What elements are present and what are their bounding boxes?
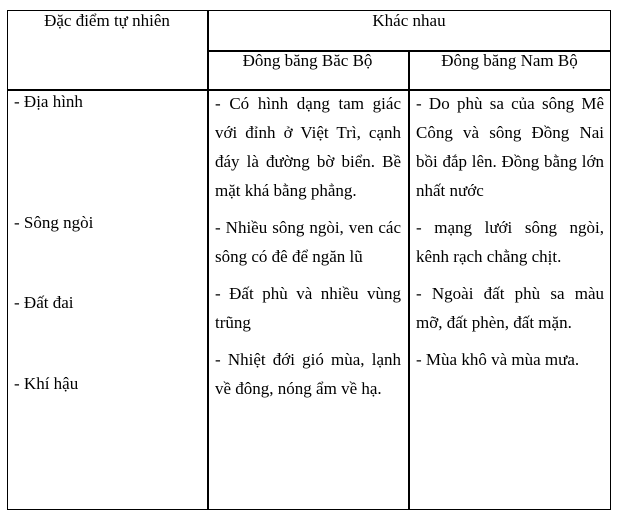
bac-bo-dia-hinh: - Có hình dạng tam giác với đỉnh ở Việt Trì, cạnh đáy là đường bờ biển. Bề mặt khá bằng phẳng. xyxy=(215,94,401,200)
feature-khi-hau: - Khí hậu xyxy=(14,374,79,393)
header-bac-bo: Đông băng Băc Bộ xyxy=(242,51,373,70)
divider-col1 xyxy=(207,10,209,510)
bac-bo-song-ngoi: - Nhiều sông ngòi, ven các sông có đê để ngăn lũ xyxy=(215,218,401,266)
nam-bo-khi-hau: - Mùa khô và mùa mưa. xyxy=(416,350,580,369)
divider-col2 xyxy=(408,50,410,510)
header-group: Khác nhau xyxy=(372,11,446,30)
bac-bo-khi-hau: - Nhiệt đới gió mùa, lạnh về đông, nóng ẩm về hạ. xyxy=(215,350,401,398)
feature-dat-dai: - Đất đai xyxy=(14,293,74,312)
nam-bo-song-ngoi: - mạng lưới sông ngòi, kênh rạch chằng chịt. xyxy=(416,218,604,266)
feature-song-ngoi: - Sông ngòi xyxy=(14,213,94,232)
bac-bo-dat-dai: - Đất phù và nhiều vùng trũng xyxy=(215,284,401,332)
header-feature: Đặc điểm tự nhiên xyxy=(44,11,170,30)
feature-dia-hinh: - Địa hình xyxy=(14,92,83,111)
nam-bo-dat-dai: - Ngoài đất phù sa màu mỡ, đất phèn, đất mặn. xyxy=(416,284,604,332)
nam-bo-column xyxy=(416,89,604,382)
nam-bo-dia-hinh: - Do phù sa của sông Mê Công và sông Đồng Nai bồi đắp lên. Đồng bằng lớn nhất nước xyxy=(416,94,604,200)
header-nam-bo: Đông băng Nam Bộ xyxy=(441,51,578,70)
bac-bo-column xyxy=(215,89,401,411)
